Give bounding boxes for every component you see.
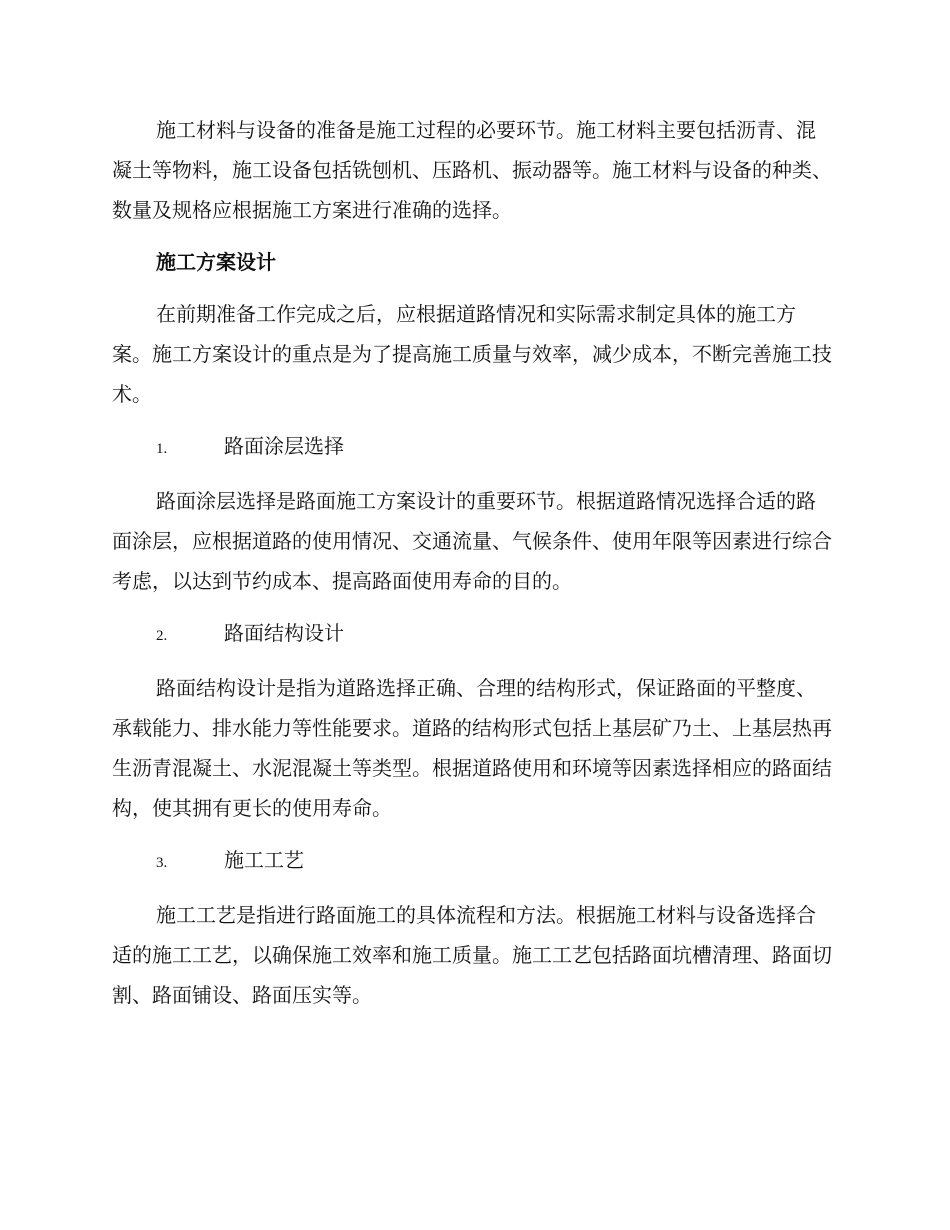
- list-label: 施工工艺: [224, 848, 304, 872]
- paragraph-process: 施工工艺是指进行路面施工的具体流程和方法。根据施工材料与设备选择合适的施工工艺，以确保施工效率和施工质量。施工工艺包括路面坑槽清理、路面切割、路面铺设、路面压实等。: [112, 903, 832, 1007]
- spacer: [112, 883, 832, 895]
- spacer: [112, 469, 832, 481]
- document-page: [112, 110, 832, 1015]
- section-heading: 施工方案设计: [156, 250, 276, 274]
- spacer: [112, 601, 832, 613]
- spacer: [112, 656, 832, 668]
- list-number: 2.: [156, 628, 168, 644]
- list-label: 路面涂层选择: [224, 434, 344, 458]
- list-item-3: [112, 840, 832, 883]
- paragraph-plan-intro: 在前期准备工作完成之后，应根据道路情况和实际需求制定具体的施工方案。施工方案设计的重点是为了提高施工质量与效率，减少成本，不断完善施工技术。: [112, 302, 832, 406]
- spacer: [112, 282, 832, 294]
- paragraph-coating: 路面涂层选择是路面施工方案设计的重要环节。根据道路情况选择合适的路面涂层，应根据道路的使用情况、交通流量、气候条件、使用年限等因素进行综合考虑，以达到节约成本、提高路面使用寿命的目的。: [112, 489, 832, 593]
- list-number: 1.: [156, 441, 168, 457]
- spacer: [112, 414, 832, 426]
- list-item-1: [112, 426, 832, 469]
- paragraph-materials: 施工材料与设备的准备是施工过程的必要环节。施工材料主要包括沥青、混凝土等物料，施工设备包括铣刨机、压路机、振动器等。施工材料与设备的种类、数量及规格应根据施工方案进行准确的选择。: [112, 118, 832, 222]
- list-label: 路面结构设计: [224, 621, 344, 645]
- paragraph-structure: 路面结构设计是指为道路选择正确、合理的结构形式，保证路面的平整度、承载能力、排水能力等性能要求。道路的结构形式包括上基层矿乃土、上基层热再生沥青混凝土、水泥混凝土等类型。根据道路使用和环境等因素选择相应的路面结构，使其拥有更长的使用寿命。: [112, 676, 832, 820]
- spacer: [112, 230, 832, 242]
- list-number: 3.: [156, 855, 168, 871]
- list-item-2: [112, 613, 832, 656]
- spacer: [112, 828, 832, 840]
